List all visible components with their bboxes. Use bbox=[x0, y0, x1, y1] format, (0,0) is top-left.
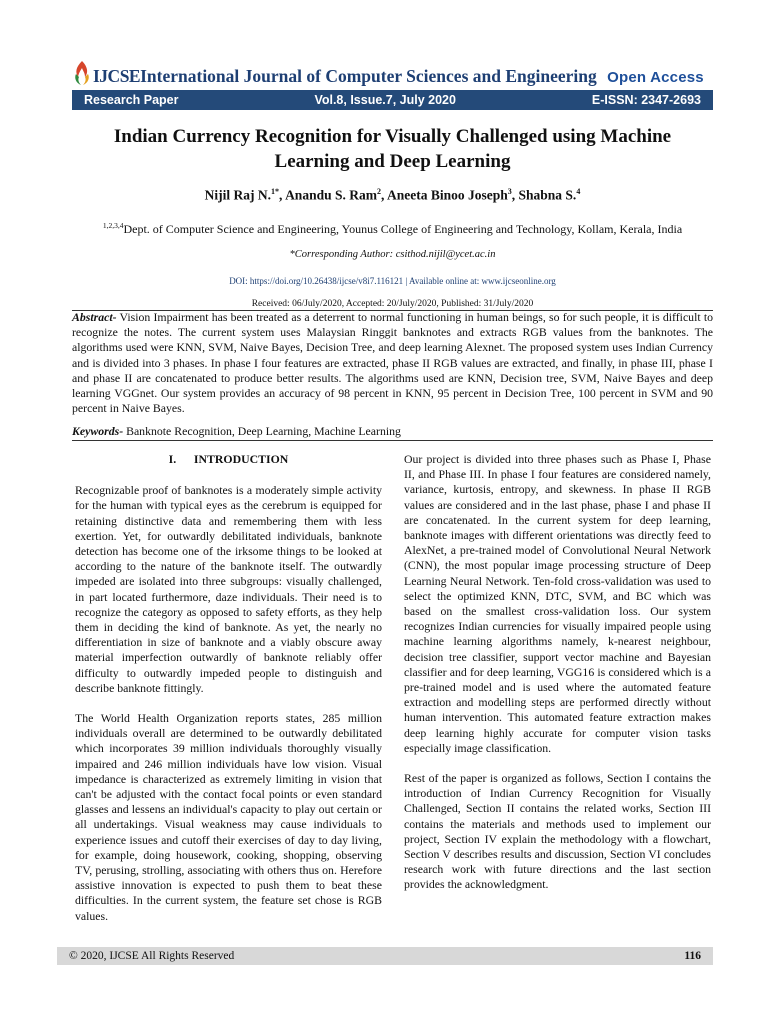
issn: E-ISSN: 2347-2693 bbox=[591, 93, 701, 107]
page-footer bbox=[57, 947, 713, 965]
paper-title bbox=[72, 124, 713, 174]
author-sep: , bbox=[511, 187, 519, 203]
affiliation-sup: 1,2,3,4 bbox=[102, 221, 124, 230]
paragraph: Our project is divided into three phases such as Phase I, Phase II, and Phase III. In phase I four features are considered namely, variance, kurtosis, entropy, and skewness. In phase II RGB values are considered and in the last phase, phase I and phase II are concatenated. In the current system for deep learning, banknote images with different orientations was directly feed to AlexNet, a pre-trained model of Convolutional Neural Network (CNN), the most popular image processing structure of Deep Learning Neural Network. Ten-fold cross-validation was used to select the optimized KNN, DTC, SVM, and BC which was based on the smallest cross-validation loss. Our system recognizes Indian currencies for visually impaired people using machine learning algorithms namely, k-nearest neighbour, decision tree classifier, support vector machine and Bayesian classifier and for deep learning, VGG16 is considered which is a pre-trained model and is used where the automated feature extraction and modelling steps are performed directly without human intervention. This automated feature extraction makes deep learning highly accurate for computer vision tasks especially image classification. bbox=[404, 452, 711, 755]
paragraph: The World Health Organization reports states, 285 million individuals overall are determined to be outwardly debilitated which incorporates 39 million individuals thoroughly visually impaired and 246 million individuals have low vision. Visual impedance is characterized as extremely limiting in vision that can't be adjusted with the contact focal points or even standard glasses and lessens an individual's capacity to play out certain or all undertakings. Visual weakness may cause individuals to experience issues and cutoff their exercises of day to day living, for example, doing housework, cooking, shopping, observing TV, perusing, strolling, associating with others thus on. Herefore assistive innovation is expected to push them to beat these difficulties. In the current system, the feature set chose is RGB values. bbox=[75, 711, 382, 923]
paper-type: Research Paper bbox=[84, 93, 179, 107]
journal-header bbox=[93, 66, 713, 87]
section-title: INTRODUCTION bbox=[193, 452, 289, 466]
author-sup: 2 bbox=[376, 187, 381, 196]
abstract bbox=[72, 310, 713, 416]
author-sup: 1* bbox=[271, 187, 280, 196]
author-list bbox=[72, 187, 713, 204]
section-heading bbox=[75, 452, 382, 467]
abstract-text: Vision Impairment has been treated as a deterrent to normal functioning in human beings, so for such people, it is difficult to recognize the notes. The current system uses Malaysian Ringgit banknotes and extracts RGB values from the banknotes. The algorithms used were KNN, SVM, Naive Bayes, Decision Tree, and deep learning Alexnet. The proposed system uses Indian Currency and is divided into 3 phases. In phase I four features are extracted, phase II RGB values are extracted, and finally, in phase III, phase I and phase II are concatenated to produce better results. The algorithms used are KNN, Decision tree, SVM, Naive Bayes and deep learning VGGnet. Our system provides an accuracy of 98 percent in KNN, 95 percent in Decision Tree, 100 percent in SVM and 90 percent in Naive Bayes. bbox=[72, 310, 713, 416]
journal-banner bbox=[72, 90, 713, 110]
author-sup: 3 bbox=[507, 187, 512, 196]
corresponding-author: *Corresponding Author: csithod.nijil@ycet.ac.in bbox=[289, 249, 496, 260]
author-name: Anandu S. Ram bbox=[285, 187, 377, 203]
page-number: 116 bbox=[684, 950, 701, 962]
author-sup: 4 bbox=[576, 187, 581, 196]
author-name: Aneeta Binoo Joseph bbox=[387, 187, 508, 203]
author-sep: , bbox=[380, 187, 387, 203]
journal-prefix: IJCSE bbox=[93, 66, 141, 86]
paragraph: Rest of the paper is organized as follows, Section I contains the introduction of Indian Currency Recognition for Visually Challenged, Section II contains the related works, Section III contains the materials and methods used to implement our project, Section IV explain the methodology with a flowchart, Section V describes results and discussion, Section VI concludes research work with future directions and the last section provides the acknowledgment. bbox=[404, 771, 711, 892]
author-name: Shabna S. bbox=[518, 187, 577, 203]
affiliation bbox=[72, 221, 713, 237]
volume-issue: Vol.8, Issue.7, July 2020 bbox=[314, 93, 456, 107]
title-line-2: Learning and Deep Learning bbox=[274, 151, 511, 172]
paragraph: Recognizable proof of banknotes is a moderately simple activity for the human with typical eyes as the cerebrum is equipped for retaining distinctive data and remembering them with less exertion. Yet, for outwardly debilitated individuals, banknote detection has become one of the irksome things to be looked at according to the nature of the banknote itself. The outwardly impeded are isolated into three subgroups: visually challenged, in part located furthermore, daze individuals. Their need is to recognize the category as opposed to safety efforts, as they help them in deciding the kind of banknote. As yet, the nearly no differentiation in size of banknote and a viably obscure away material imperfection outwardly of banknote reliably offer difficulty to outwardly impeded people to distinguish and describe banknote fittingly. bbox=[75, 483, 382, 695]
copyright: © 2020, IJCSE All Rights Reserved bbox=[69, 950, 235, 962]
keywords-label: Keywords- bbox=[72, 424, 124, 438]
left-column bbox=[75, 452, 382, 939]
right-column bbox=[404, 452, 711, 908]
divider bbox=[72, 440, 713, 441]
ijcse-flame-icon bbox=[72, 60, 92, 86]
open-access-label: Open Access bbox=[607, 69, 704, 86]
received-dates: Received: 06/July/2020, Accepted: 20/July/2020, Published: 31/July/2020 bbox=[251, 299, 534, 309]
title-line-1: Indian Currency Recognition for Visually Challenged using Machine bbox=[113, 126, 672, 147]
keywords-text: Banknote Recognition, Deep Learning, Machine Learning bbox=[123, 424, 401, 438]
affiliation-text: Dept. of Computer Science and Engineering, Younus College of Engineering and Technology, Kollam, Kerala, India bbox=[123, 222, 683, 236]
author-sep: , bbox=[279, 187, 286, 203]
doi-line[interactable]: DOI: https://doi.org/10.26438/ijcse/v8i7.116121 | Available online at: www.ijcseonline.org bbox=[229, 276, 556, 286]
section-number: I. bbox=[168, 452, 177, 466]
journal-name: International Journal of Computer Sciences and Engineering bbox=[140, 66, 597, 86]
keywords bbox=[72, 424, 713, 439]
abstract-label: Abstract- bbox=[72, 310, 117, 324]
author-name: Nijil Raj N. bbox=[204, 187, 272, 203]
